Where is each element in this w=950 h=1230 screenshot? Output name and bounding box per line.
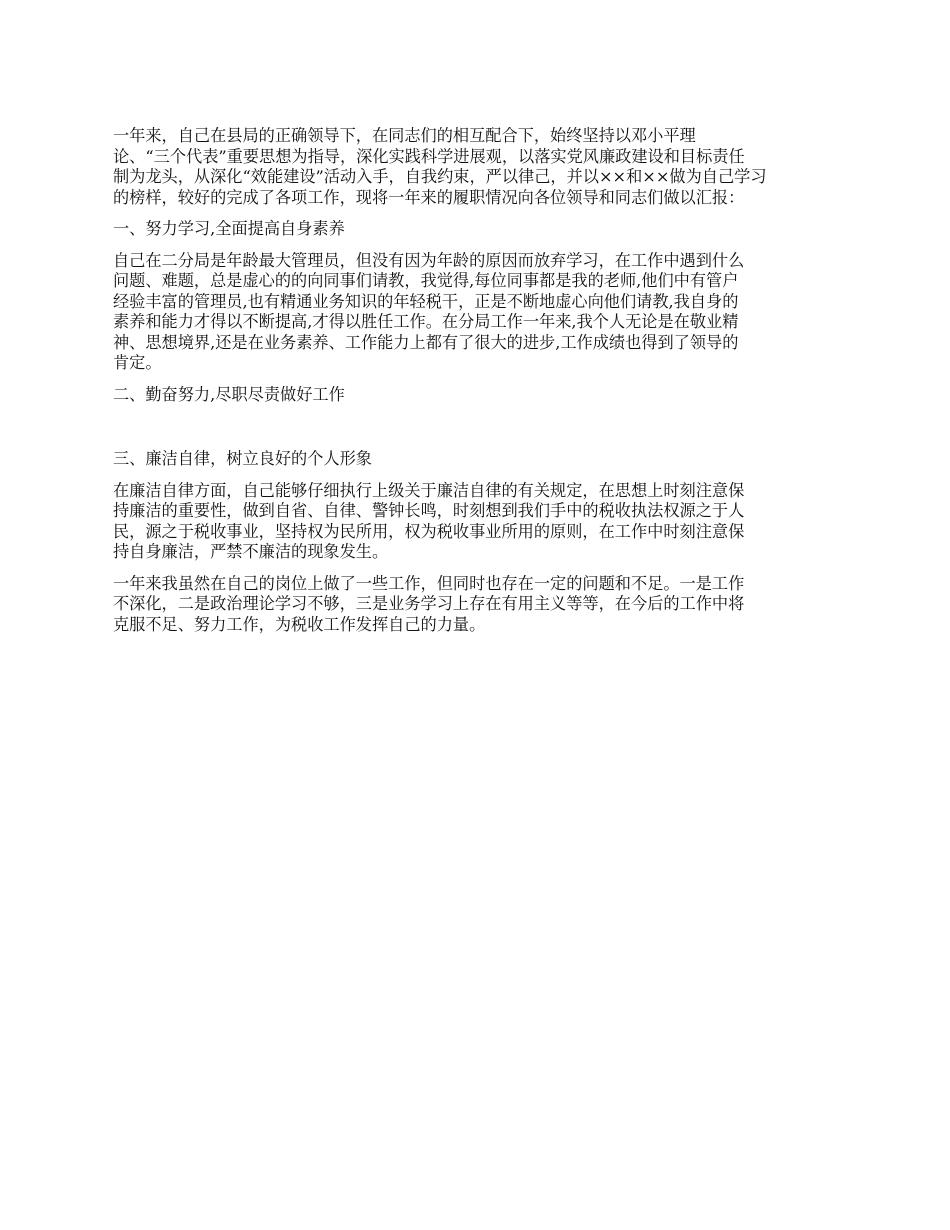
section3-line: 在廉洁自律方面，自己能够仔细执行上级关于廉洁自律的有关规定，在思想上时刻注意保 <box>113 480 745 500</box>
conclusion-line: 克服不足、努力工作，为税收工作发挥自己的力量。 <box>113 614 486 634</box>
section3-line: 民，源之于税收事业，坚持权为民所用，权为税收事业所用的原则，在工作中时刻注意保 <box>113 521 745 541</box>
section2-heading: 二、勤奋努力,尽职尽责做好工作 <box>113 384 345 404</box>
section1-line: 神、思想境界,还是在业务素养、工作能力上都有了很大的进步,工作成绩也得到了领导的 <box>113 332 739 352</box>
section3-paragraph <box>113 481 839 563</box>
conclusion-line: 一年来我虽然在自己的岗位上做了一些工作，但同时也存在一定的问题和不足。一是工作 <box>113 573 745 593</box>
section3-line: 持自身廉洁，严禁不廉洁的现象发生。 <box>113 542 389 561</box>
intro-paragraph <box>113 126 839 208</box>
section1-line: 自己在二分局是年龄最大管理员，但没有因为年龄的原因而放弃学习，在工作中遇到什么 <box>113 250 745 270</box>
section3-line: 持廉洁的重要性，做到自省、自律、警钟长鸣，时刻想到我们手中的税收执法权源之于人 <box>113 501 745 520</box>
section1-line: 经验丰富的管理员,也有精通业务知识的年轻税干，正是不断地虚心向他们请教,我自身的 <box>113 291 739 311</box>
section1-line: 问题、难题，总是虚心的的向同事们请教，我觉得,每位同事都是我的老师,他们中有管户 <box>113 271 739 290</box>
section1-heading: 一、努力学习,全面提高自身素养 <box>113 219 345 238</box>
intro-line: 制为龙头，从深化“效能建设”活动入手，自我约束，严以律己，并以××和××做为自己学习 <box>113 167 767 186</box>
section1-paragraph <box>113 251 839 374</box>
intro-line: 一年来，自己在县局的正确领导下，在同志们的相互配合下，始终坚持以邓小平理 <box>113 126 696 145</box>
section3-heading: 三、廉洁自律，树立良好的个人形象 <box>113 449 372 468</box>
intro-line: 的榜样，较好的完成了各项工作，现将一年来的履职情况向各位领导和同志们做以汇报： <box>113 187 745 207</box>
intro-line: 论、“三个代表”重要思想为指导，深化实践科学进展观，以落实党风廉政建设和目标责任 <box>113 146 745 166</box>
section1-line: 素养和能力才得以不断提高,才得以胜任工作。在分局工作一年来,我个人无论是在敬业精 <box>113 312 739 331</box>
conclusion-paragraph <box>113 574 839 636</box>
document-page <box>113 126 839 635</box>
conclusion-line: 不深化，二是政治理论学习不够，三是业务学习上存在有用主义等等，在今后的工作中将 <box>113 594 745 613</box>
section1-line: 肯定。 <box>113 353 162 372</box>
